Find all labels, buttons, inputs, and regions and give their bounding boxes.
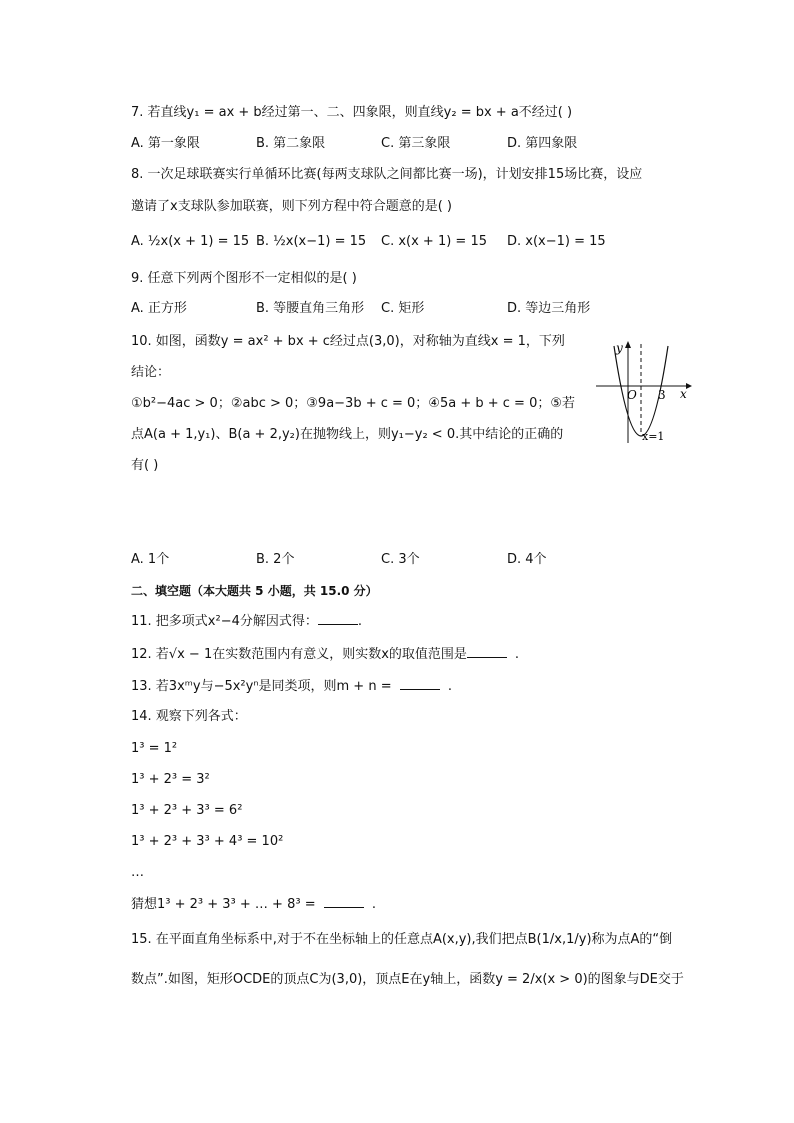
q10-stem-line3: ①b²−4ac > 0；②abc > 0；③9a−3b + c = 0；④5a + b + c = 0；⑤若 [131,396,575,411]
q14-end: . [371,897,376,912]
q9-option-a: A. 正方形 [131,301,187,316]
q14-answer-blank[interactable] [324,895,364,908]
x-axis-arrow-icon [686,383,692,389]
q8-option-a: A. ½x(x + 1) = 15 [131,234,250,249]
q14-line-2: 1³ + 2³ = 3² [131,772,210,787]
q10-stem-line4: 点A(a + 1,y₁)、B(a + 2,y₂)在抛物线上，则y₁−y₂ < 0.其中结论的正确的 [131,427,564,442]
q8-option-d: D. x(x−1) = 15 [507,234,606,249]
q8-option-c: C. x(x + 1) = 15 [381,234,487,249]
q12-end: . [514,647,520,662]
q13 [131,677,452,696]
q7-option-d: D. 第四象限 [507,136,578,151]
q8-stem-line1: 8. 一次足球联赛实行单循环比赛(每两支球队之间都比赛一场)，计划安排15场比赛，设应 [131,167,643,182]
x-axis-label: x [680,387,687,401]
q14-guess-text: 猜想1³ + 2³ + 3³ + … + 8³ = [131,897,316,912]
q12 [131,645,519,664]
q14-line-4: 1³ + 2³ + 3³ + 4³ = 10² [131,834,284,849]
y-axis-arrow-icon [625,341,631,348]
y-axis-label: y [616,341,623,355]
q14-line-3: 1³ + 2³ + 3³ = 6² [131,803,243,818]
q15-stem-line2: 数点”.如图，矩形OCDE的顶点C为(3,0)，顶点E在y轴上，函数y = 2/x(x > 0)的图象与DE交于 [131,972,684,987]
q11 [131,612,362,631]
q7-option-c: C. 第三象限 [381,136,451,151]
q10-stem-line2: 结论： [131,365,171,380]
q9-option-d: D. 等边三角形 [507,301,591,316]
q7-option-b: B. 第二象限 [256,136,326,151]
q14-line-1: 1³ = 1² [131,741,178,756]
q11-end: . [357,614,363,629]
q9-stem: 9. 任意下列两个图形不一定相似的是( ) [131,271,357,286]
q11-text: 11. 把多项式x²−4分解因式得： [131,614,318,629]
section-heading-fill-blank: 二、填空题（本大题共 5 小题，共 15.0 分） [131,584,378,598]
q8-stem-line2: 邀请了x支球队参加联赛，则下列方程中符合题意的是( ) [131,199,452,214]
q10-parabola-graph [594,340,694,445]
symmetry-axis-label: x=1 [642,430,665,443]
q10-stem-line1: 10. 如图，函数y = ax² + bx + c经过点(3,0)，对称轴为直线x = 1，下列 [131,334,565,349]
q9-option-b: B. 等腰直角三角形 [256,301,365,316]
q10-option-a: A. 1个 [131,552,170,567]
q9-option-c: C. 矩形 [381,301,425,316]
q15-stem-line1: 15. 在平面直角坐标系中,对于不在坐标轴上的任意点A(x,y),我们把点B(1/x,1/y)称为点A的“倒 [131,932,673,947]
q10-option-b: B. 2个 [256,552,295,567]
q10-option-d: D. 4个 [507,552,547,567]
q14-line-5: … [131,865,144,880]
q13-answer-blank[interactable] [400,677,440,690]
q10-stem-line5: 有( ) [131,458,159,473]
q14-guess [131,895,376,914]
origin-label: O [627,388,637,402]
q13-end: . [447,679,452,694]
q14-stem: 14. 观察下列各式： [131,709,247,724]
q12-answer-blank[interactable] [467,645,507,658]
q13-text: 13. 若3xᵐy与−5x²yⁿ是同类项，则m + n = [131,679,392,694]
q8-option-b: B. ½x(x−1) = 15 [256,234,367,249]
q12-text: 12. 若√x − 1在实数范围内有意义，则实数x的取值范围是 [131,647,467,662]
q11-answer-blank[interactable] [318,612,358,625]
q7-option-a: A. 第一象限 [131,136,200,151]
root-label: 3 [658,388,666,402]
q10-option-c: C. 3个 [381,552,420,567]
q7-stem: 7. 若直线y₁ = ax + b经过第一、二、四象限，则直线y₂ = bx + a不经过( ) [131,105,573,120]
